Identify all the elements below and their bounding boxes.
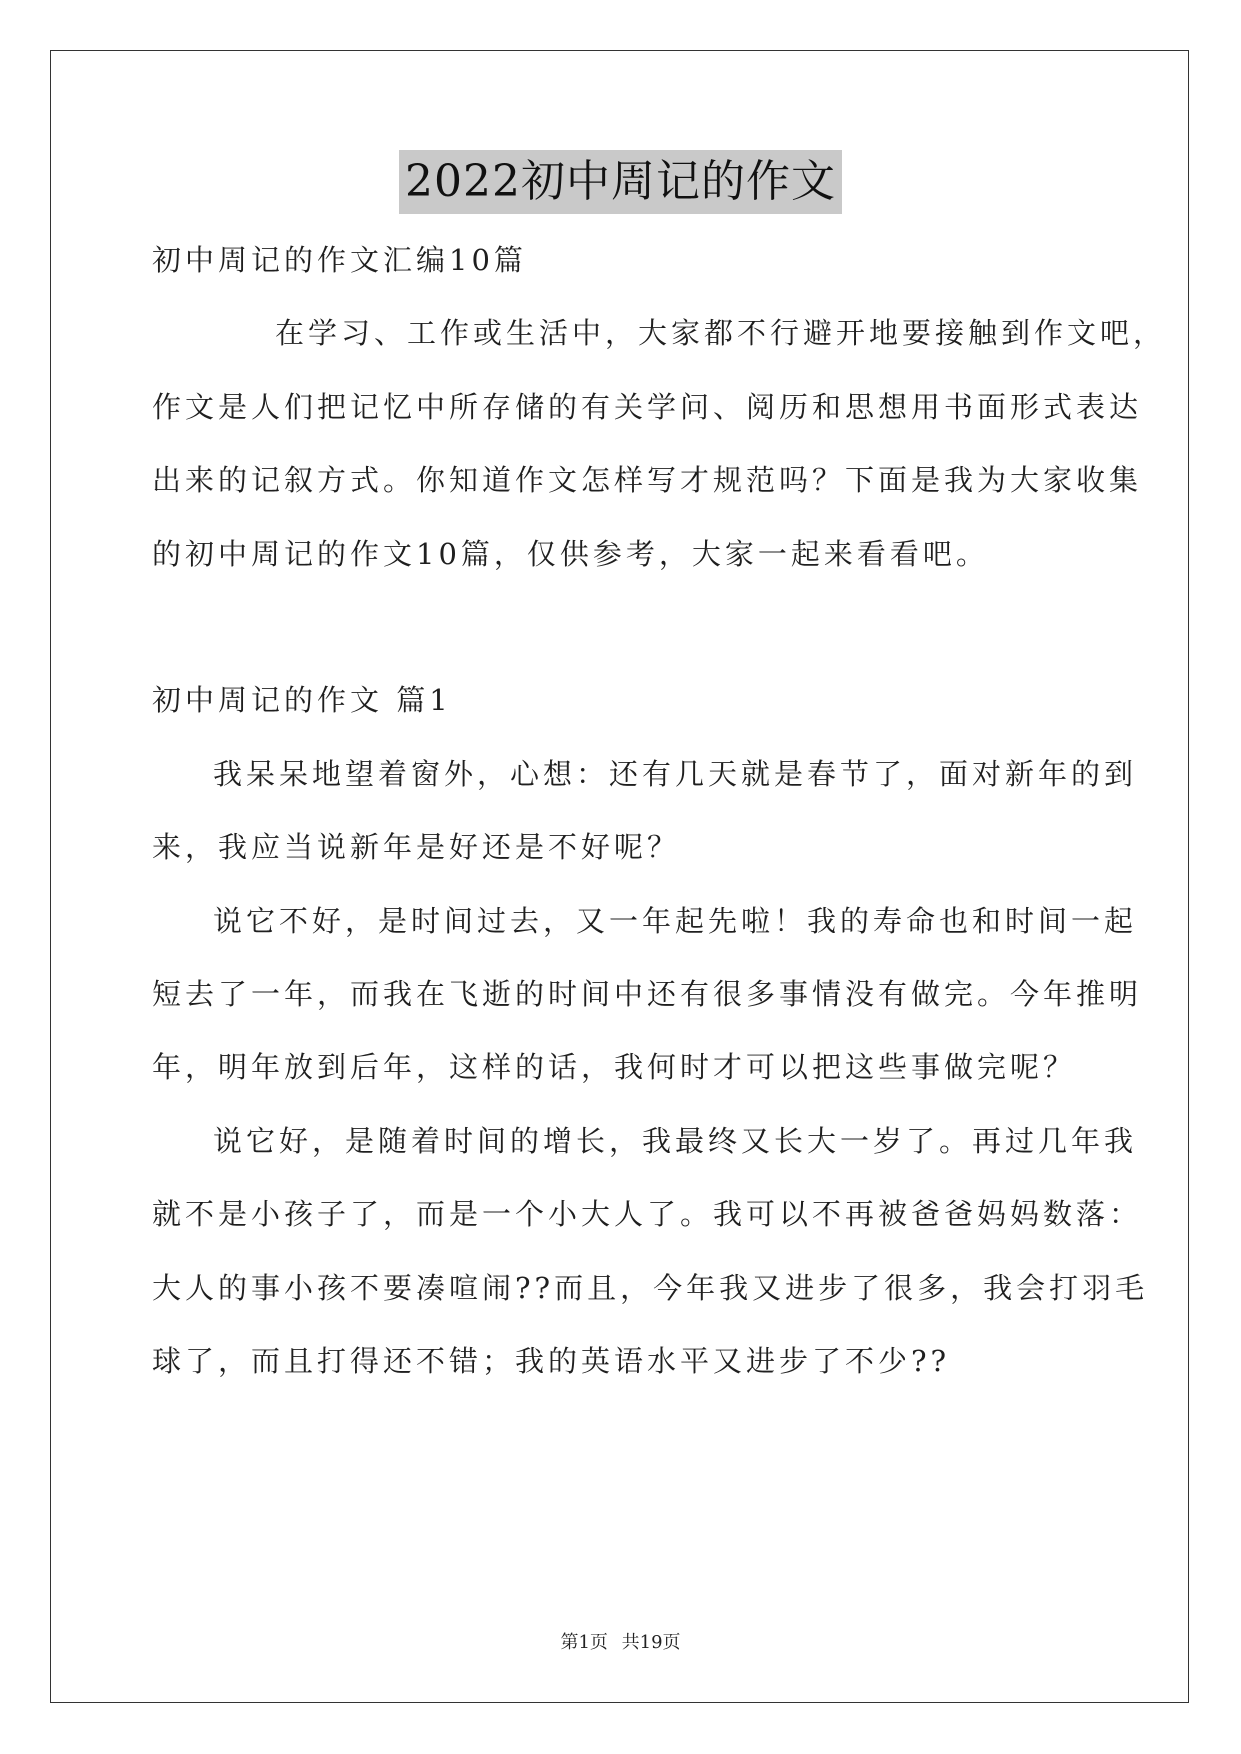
paragraph-line: 说它好，是随着时间的增长，我最终又长大一岁了。再过几年我 xyxy=(213,1124,1138,1158)
paragraph-line: 就不是小孩子了，而是一个小大人了。我可以不再被爸爸妈妈数落： xyxy=(152,1197,1143,1231)
paragraph-line: 大人的事小孩不要凑喧闹??而且，今年我又进步了很多，我会打羽毛 xyxy=(152,1271,1149,1305)
intro-line: 作文是人们把记忆中所存储的有关学问、阅历和思想用书面形式表达 xyxy=(152,390,1143,424)
intro-line: 在学习、工作或生活中，大家都不行避开地要接触到作文吧， xyxy=(275,316,1167,350)
paragraph-line: 我呆呆地望着窗外，心想：还有几天就是春节了，面对新年的到 xyxy=(213,757,1138,791)
paragraph-line: 年，明年放到后年，这样的话，我何时才可以把这些事做完呢？ xyxy=(152,1050,1077,1084)
title-container xyxy=(0,150,1241,214)
page-total: 共19页 xyxy=(621,1632,681,1653)
paragraph-line: 说它不好，是时间过去，又一年起先啦！我的寿命也和时间一起 xyxy=(213,904,1138,938)
intro-line: 出来的记叙方式。你知道作文怎样写才规范吗？下面是我为大家收集 xyxy=(152,463,1143,497)
section-heading: 初中周记的作文 篇1 xyxy=(152,683,452,717)
paragraph-line: 来，我应当说新年是好还是不好呢？ xyxy=(152,830,681,864)
paragraph-line: 球了，而且打得还不错；我的英语水平又进步了不少?? xyxy=(152,1344,951,1378)
page-border xyxy=(50,50,1189,1703)
page-number: 第1页 xyxy=(560,1632,608,1653)
paragraph-line: 短去了一年，而我在飞逝的时间中还有很多事情没有做完。今年推明 xyxy=(152,977,1143,1011)
subtitle: 初中周记的作文汇编10篇 xyxy=(152,243,527,277)
intro-line: 的初中周记的作文10篇，仅供参考，大家一起来看看吧。 xyxy=(152,537,989,571)
document-title: 2022初中周记的作文 xyxy=(399,150,842,214)
page-footer xyxy=(0,1628,1241,1654)
